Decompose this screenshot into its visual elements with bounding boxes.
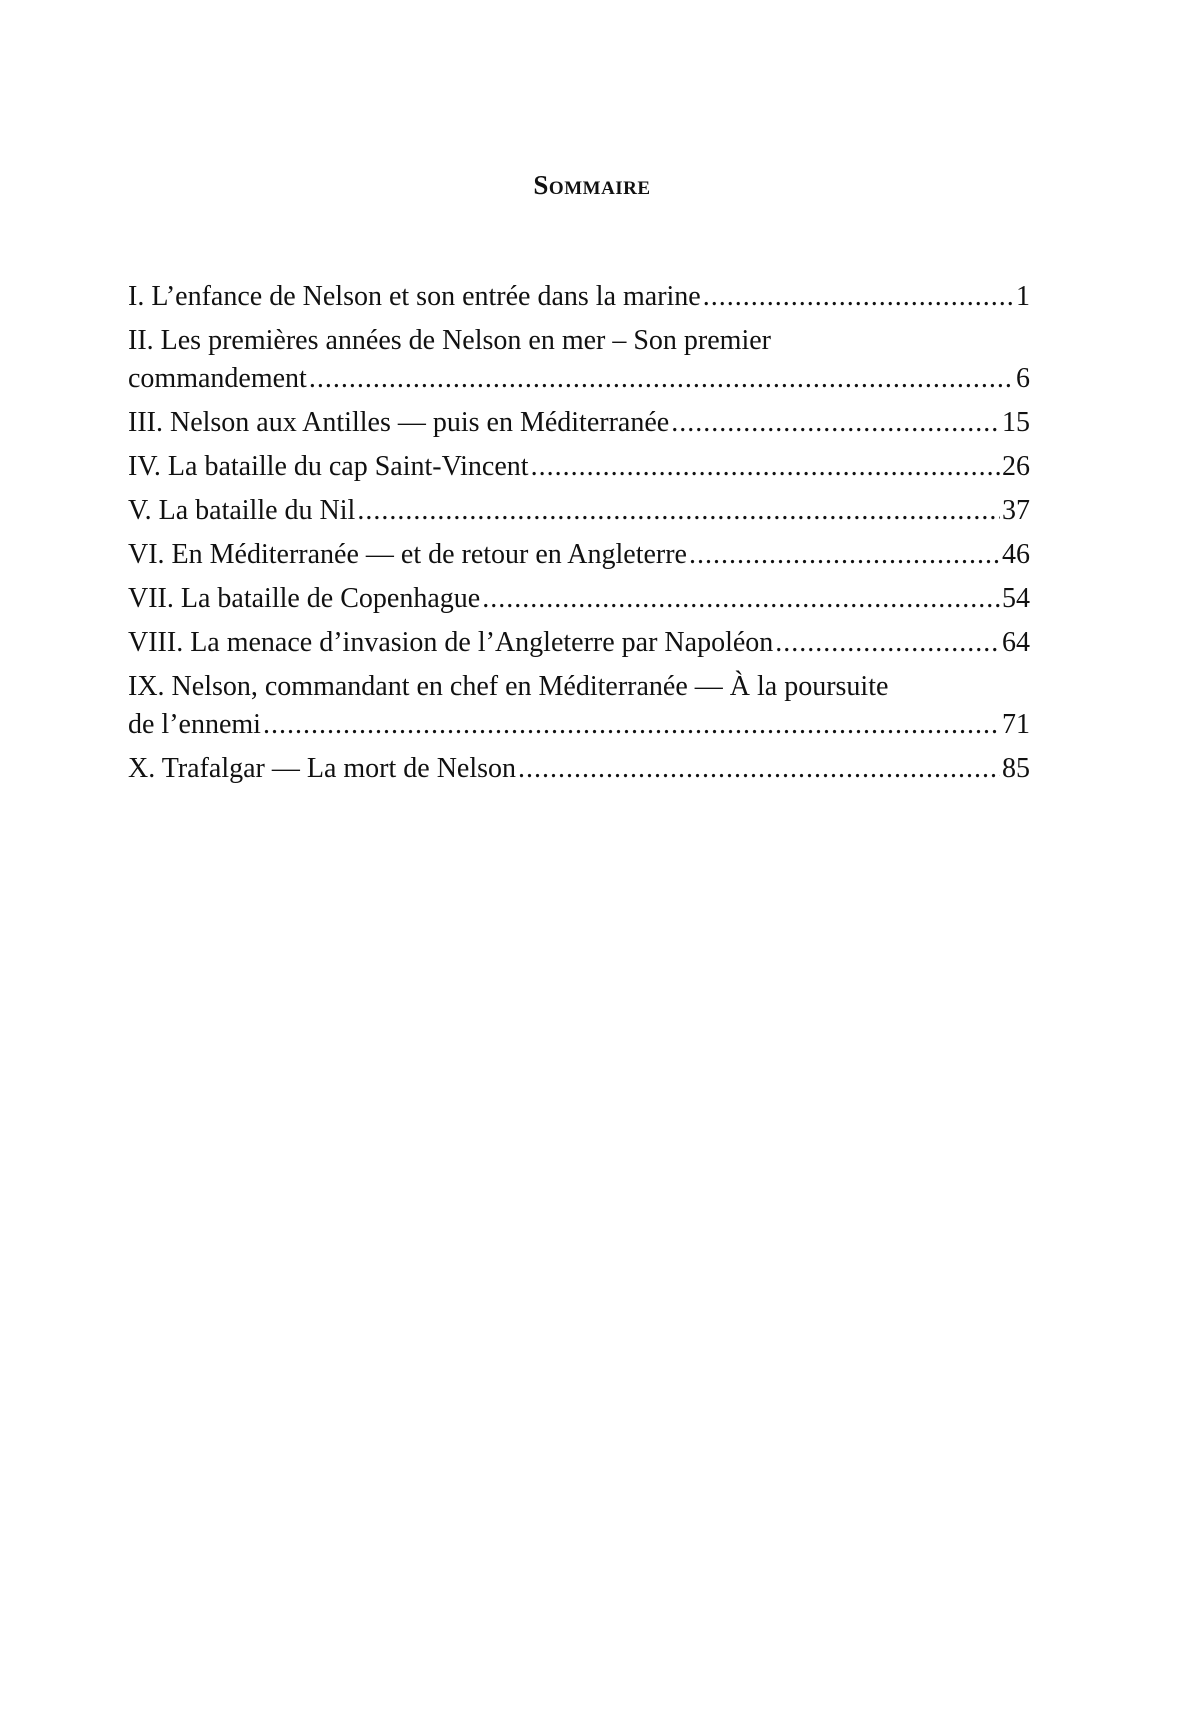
toc-entry-3[interactable] xyxy=(128,404,1030,442)
toc-entry-page: 26 xyxy=(1002,451,1030,482)
dot-leader xyxy=(775,624,1000,662)
toc-entry-title: V. La bataille du Nil xyxy=(128,495,356,526)
toc-entry-page: 46 xyxy=(1002,539,1030,570)
dot-leader xyxy=(482,580,1000,618)
toc-entry-title: I. L’enfance de Nelson et son entrée dans la marine xyxy=(128,281,701,312)
dot-leader xyxy=(309,360,1014,398)
toc-entry-6[interactable] xyxy=(128,536,1030,574)
toc-entry-10[interactable] xyxy=(128,750,1030,788)
page-title: Sommaire xyxy=(533,170,651,200)
dot-leader xyxy=(689,536,1000,574)
toc-entry-5[interactable] xyxy=(128,492,1030,530)
toc-entry-title: III. Nelson aux Antilles — puis en Méditerranée xyxy=(128,407,670,438)
toc-entry-page: 64 xyxy=(1002,627,1030,658)
toc-entry-4[interactable] xyxy=(128,448,1030,486)
toc-entry-title: VI. En Méditerranée — et de retour en Angleterre xyxy=(128,539,687,570)
dot-leader xyxy=(531,448,1000,486)
table-of-contents xyxy=(128,278,1030,794)
dot-leader xyxy=(357,492,1000,530)
toc-entry-8[interactable] xyxy=(128,624,1030,662)
toc-entry-title: commandement xyxy=(128,363,307,394)
toc-entry-title: IV. La bataille du cap Saint-Vincent xyxy=(128,451,529,482)
toc-entry-page: 71 xyxy=(1002,709,1030,740)
toc-entry-1[interactable] xyxy=(128,278,1030,316)
toc-entry-title: VIII. La menace d’invasion de l’Angleterre par Napoléon xyxy=(128,627,774,658)
toc-entry-title: X. Trafalgar — La mort de Nelson xyxy=(128,753,517,784)
toc-entry-page: 1 xyxy=(1016,281,1030,312)
toc-entry-page: 6 xyxy=(1016,363,1030,394)
toc-entry-2[interactable] xyxy=(128,322,1030,398)
toc-entry-page: 15 xyxy=(1002,407,1030,438)
dot-leader xyxy=(263,706,1000,744)
toc-entry-title-line1: II. Les premières années de Nelson en mer – Son premier xyxy=(128,325,771,356)
toc-entry-title-line1: IX. Nelson, commandant en chef en Méditerranée — À la poursuite xyxy=(128,671,889,702)
toc-entry-page: 85 xyxy=(1002,753,1030,784)
dot-leader xyxy=(671,404,1000,442)
toc-entry-9[interactable] xyxy=(128,668,1030,744)
dot-leader xyxy=(518,750,1000,788)
dot-leader xyxy=(703,278,1014,316)
toc-entry-page: 37 xyxy=(1002,495,1030,526)
toc-entry-page: 54 xyxy=(1002,583,1030,614)
toc-entry-title: de l’ennemi xyxy=(128,709,261,740)
toc-entry-7[interactable] xyxy=(128,580,1030,618)
toc-entry-title: VII. La bataille de Copenhague xyxy=(128,583,481,614)
